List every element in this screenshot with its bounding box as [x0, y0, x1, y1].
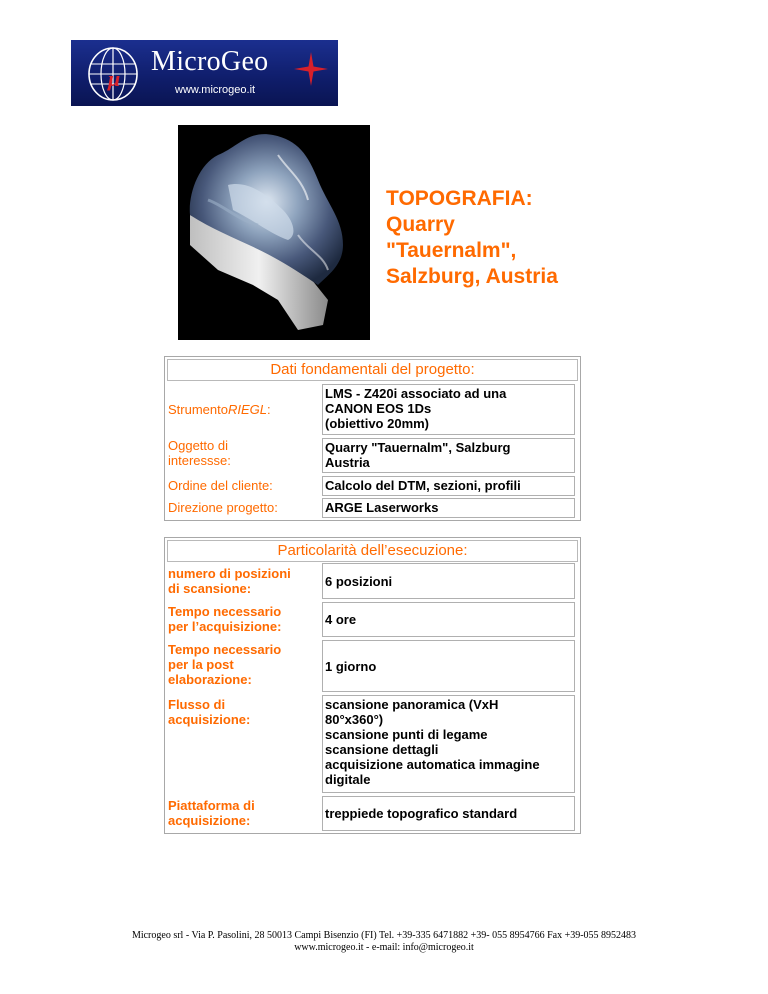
label-line: numero di posizioni: [168, 566, 291, 581]
label-line: acquisizione:: [168, 813, 251, 828]
value-line: treppiede topografico standard: [325, 806, 518, 821]
page-footer: [0, 930, 768, 954]
value-line: digitale: [325, 772, 371, 787]
value-line: 6 posizioni: [325, 573, 393, 589]
execution-label-post-time: [168, 642, 318, 692]
label-line: elaborazione:: [168, 672, 252, 687]
value-line: acquisizione automatica immagine: [325, 757, 540, 772]
execution-table-heading: Particolarità dell’esecuzione:: [167, 540, 578, 562]
footer-address: Microgeo srl - Via P. Pasolini, 28 50013 Campi Bisenzio (FI) Tel. +39-335 6471882 +39- 055 8954766 Fax +39-055 8952483: [131, 930, 637, 941]
execution-value-post-time: [322, 640, 575, 692]
value-line: 80°x360°): [325, 712, 384, 727]
label-line: per l’acquisizione:: [168, 619, 282, 634]
footer-contacts: www.microgeo.it - e-mail: info@microgeo.it: [294, 942, 474, 953]
label-line: Tempo necessario: [168, 642, 282, 657]
page-title: [386, 186, 626, 290]
execution-value-platform: [322, 796, 575, 831]
label-line: per la post: [168, 657, 234, 672]
value-line: Calcolo del DTM, sezioni, profili: [325, 478, 521, 493]
globe-icon: [83, 44, 147, 104]
project-value-object: [322, 438, 575, 473]
value-line: ARGE Laserworks: [325, 500, 439, 515]
execution-label-positions: [168, 566, 318, 600]
label-suffix: :: [267, 401, 271, 417]
project-label-instrument: [168, 384, 318, 434]
label-line: Oggetto di: [168, 438, 228, 453]
title-line: Quarry: [386, 213, 455, 236]
value-line: 4 ore: [325, 612, 357, 627]
value-line: LMS - Z420i associato ad una: [325, 386, 507, 401]
project-value-order: [322, 476, 575, 496]
star-icon: [294, 52, 328, 86]
label-line: di scansione:: [168, 581, 252, 596]
value-line: Austria: [325, 455, 370, 470]
project-label-direction: [168, 500, 318, 518]
execution-label-acquisition-time: [168, 604, 318, 638]
title-line: Salzburg, Austria: [386, 265, 558, 288]
label-line: Piattaforma di: [168, 798, 255, 813]
project-table-heading: Dati fondamentali del progetto:: [167, 359, 578, 381]
title-line: TOPOGRAFIA:: [386, 187, 533, 210]
value-line: (obiettivo 20mm): [325, 416, 430, 431]
execution-table: [164, 537, 581, 834]
execution-label-platform: [168, 798, 318, 832]
execution-value-acquisition-time: [322, 602, 575, 637]
value-line: 1 giorno: [325, 658, 377, 674]
logo-brand-text: MicroGeo: [151, 46, 269, 77]
project-table: [164, 356, 581, 521]
label-line: Ordine del cliente:: [168, 478, 273, 493]
value-line: scansione dettagli: [325, 742, 439, 757]
label-text: Strumento: [168, 401, 228, 417]
value-line: scansione punti di legame: [325, 727, 488, 742]
label-italic: RIEGL: [227, 401, 267, 417]
value-line: Quarry "Tauernalm", Salzburg: [325, 440, 511, 455]
value-line: scansione panoramica (VxH: [325, 697, 499, 712]
label-line: Tempo necessario: [168, 604, 282, 619]
project-label-order: [168, 478, 318, 496]
microgeo-logo: [71, 40, 338, 106]
value-line: CANON EOS 1Ds: [325, 401, 432, 416]
quarry-3d-model-image: [178, 125, 370, 340]
label-line: Flusso di: [168, 697, 226, 712]
label-line: interessse:: [168, 453, 231, 468]
execution-label-flow: [168, 697, 318, 731]
label-line: Direzione progetto:: [168, 500, 278, 515]
project-value-instrument: [322, 384, 575, 435]
execution-value-flow: [322, 695, 575, 793]
svg-text:μ: μ: [108, 66, 121, 91]
project-value-direction: [322, 498, 575, 518]
execution-value-positions: [322, 563, 575, 599]
title-line: "Tauernalm",: [386, 239, 517, 262]
label-line: acquisizione:: [168, 712, 251, 727]
logo-url-text: www.microgeo.it: [175, 84, 256, 96]
project-label-object: [168, 438, 318, 472]
